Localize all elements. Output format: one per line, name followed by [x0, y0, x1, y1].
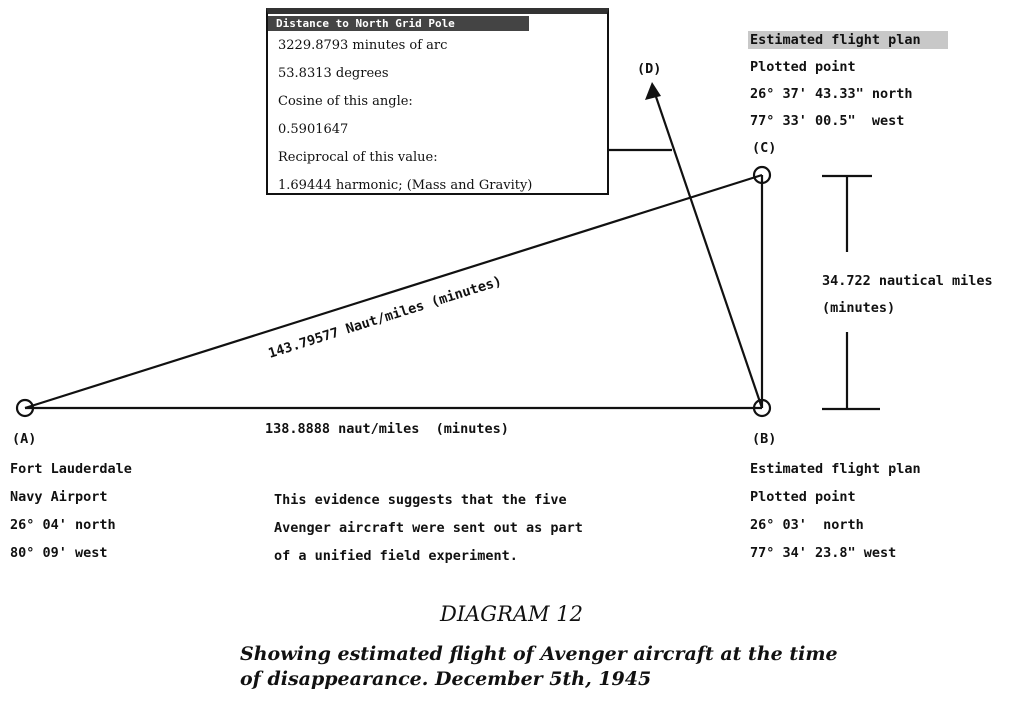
point-b-line-2: Plotted point	[750, 489, 856, 505]
diagram-title: DIAGRAM 12	[440, 602, 583, 626]
evidence-line-3: of a unified field experiment.	[274, 548, 518, 564]
info-line-6: 1.69444 harmonic; (Mass and Gravity)	[278, 178, 533, 193]
caption-line-2: of disappearance. December 5th, 1945	[240, 668, 652, 690]
point-b-label: (B)	[752, 431, 777, 447]
point-c-line-2: Plotted point	[750, 59, 856, 75]
point-c-line-3: 26° 37' 43.33" north	[750, 86, 913, 102]
point-a-label: (A)	[12, 431, 37, 447]
line-b-d	[652, 85, 762, 408]
evidence-line-2: Avenger aircraft were sent out as part	[274, 520, 583, 536]
line-a-c	[25, 175, 762, 408]
info-box-header: Distance to North Grid Pole	[268, 16, 529, 31]
point-c-line-4: 77° 33' 00.5" west	[750, 113, 905, 129]
point-a-line-3: 26° 04' north	[10, 517, 116, 533]
info-line-4: 0.5901647	[278, 122, 349, 137]
point-c-label: (C)	[752, 140, 777, 156]
point-a-line-1: Fort Lauderdale	[10, 461, 132, 477]
info-line-3: Cosine of this angle:	[278, 94, 413, 109]
point-a-line-4: 80° 09' west	[10, 545, 108, 561]
info-line-5: Reciprocal of this value:	[278, 150, 438, 165]
point-b-line-4: 77° 34' 23.8" west	[750, 545, 897, 561]
point-a-line-2: Navy Airport	[10, 489, 108, 505]
label-ac-distance: 143.79577 Naut/miles (minutes)	[266, 273, 504, 362]
point-b-line-1: Estimated flight plan	[750, 461, 921, 477]
point-c-line-1: Estimated flight plan	[750, 32, 921, 48]
point-b-line-3: 26° 03' north	[750, 517, 864, 533]
arrowhead-d	[645, 82, 661, 100]
label-bc-unit: (minutes)	[822, 300, 896, 316]
label-bc-distance: 34.722 nautical miles	[822, 273, 993, 289]
info-line-1: 3229.8793 minutes of arc	[278, 38, 448, 53]
evidence-line-1: This evidence suggests that the five	[274, 492, 567, 508]
point-d-label: (D)	[637, 61, 662, 77]
label-ab-distance: 138.8888 naut/miles (minutes)	[265, 421, 509, 437]
distance-info-box	[266, 8, 609, 195]
info-line-2: 53.8313 degrees	[278, 66, 389, 81]
caption-line-1: Showing estimated flight of Avenger aircraft at the time	[240, 643, 838, 665]
